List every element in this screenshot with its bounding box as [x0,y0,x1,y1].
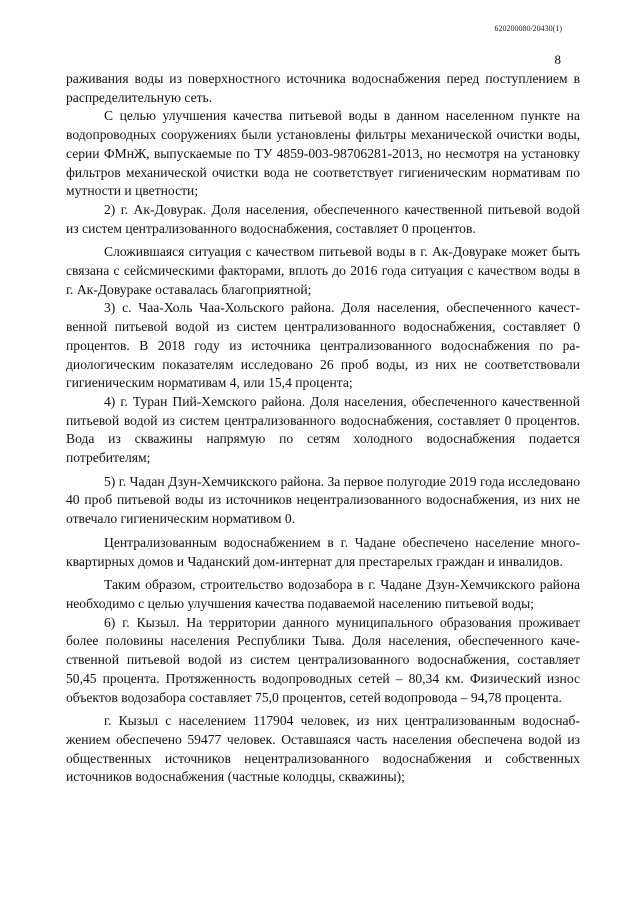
paragraph: 6) г. Кызыл. На территории данного муниципального образования проживает более половины населения Республики Тыва. Доля населения, обеспеченного качественной питьевой водой из систем централизованного водоснабжения, составляет 50,45 процента. Протяженность водопроводных сетей – 80,34 км. Физический износ объектов водозабора составляет 75,0 процентов, сетей водопровода – 94,78 процента. [66,614,580,705]
paragraph-continuation: раживания воды из поверхностного источника водоснабжения перед поступлением в распределительную сеть. [66,71,580,105]
paragraph: С целью улучшения качества питьевой воды в данном населенном пункте на водопроводных сооружениях были установлены фильтры механической очистки воды, серии ФМнЖ, выпускаемые по ТУ 4859-003-98706281-2013, но несмотря на установку фильтров механической очистки вода не соответствует гигиеническим нормативам по мутности и цветности; [66,108,580,199]
paragraph: Таким образом, строительство водозабора в г. Чадане Дзун-Хемчикского района необходимо с целью улучшения качества подаваемой населению питьевой воды; [66,577,580,611]
document-body [66,70,580,787]
page-number: 8 [554,52,561,67]
document-id: 620200080/20430(1) [494,24,562,33]
paragraph: 3) с. Чаа-Холь Чаа-Хольского района. Доля населения, обеспеченного качественной питьевой водой из систем централизованного водоснабжения, составляет 0 процентов. В 2018 году из источника централизованного водоснабжения по радиологическим показателям исследовано 26 проб воды, из них не соответствовали гигиеническим нормативам 4, или 15,4 процента; [66,300,580,391]
paragraph: 2) г. Ак-Довурак. Доля населения, обеспеченного качественной питьевой водой из систем централизованного водоснабжения, составляет 0 процентов. [66,201,580,236]
paragraph: 4) г. Туран Пий-Хемского района. Доля населения, обеспеченного качественной питьевой водой из систем централизованного водоснабжения, составляет 0 процентов. Вода из скважины напрямую по сетям холодного водоснабжения подается потребителям; [66,393,580,466]
paragraph: Централизованным водоснабжением в г. Чадане обеспечено население многоквартирных домов и Чаданский дом-интернат для престарелых граждан и инвалидов. [66,534,580,569]
paragraph: Сложившаяся ситуация с качеством питьевой воды в г. Ак-Довураке может быть связана с сейсмическими факторами, вплоть до 2016 года ситуация с качеством воды в г. Ак-Довураке оставалась благоприятной; [66,244,580,297]
paragraph: г. Кызыл с населением 117904 человек, из них централизованным водоснабжением обеспечено 59477 человек. Оставшаяся часть населения обеспечена водой из общественных источников нецентрализованного водоснабжения и собственных источников водоснабжения (частные колодцы, скважины); [66,713,580,785]
paragraph: 5) г. Чадан Дзун-Хемчикского района. За первое полугодие 2019 года исследовано 40 проб питьевой воды из источников нецентрализованного водоснабжения, из них не отвечало гигиеническим нормативом 0. [66,473,580,527]
